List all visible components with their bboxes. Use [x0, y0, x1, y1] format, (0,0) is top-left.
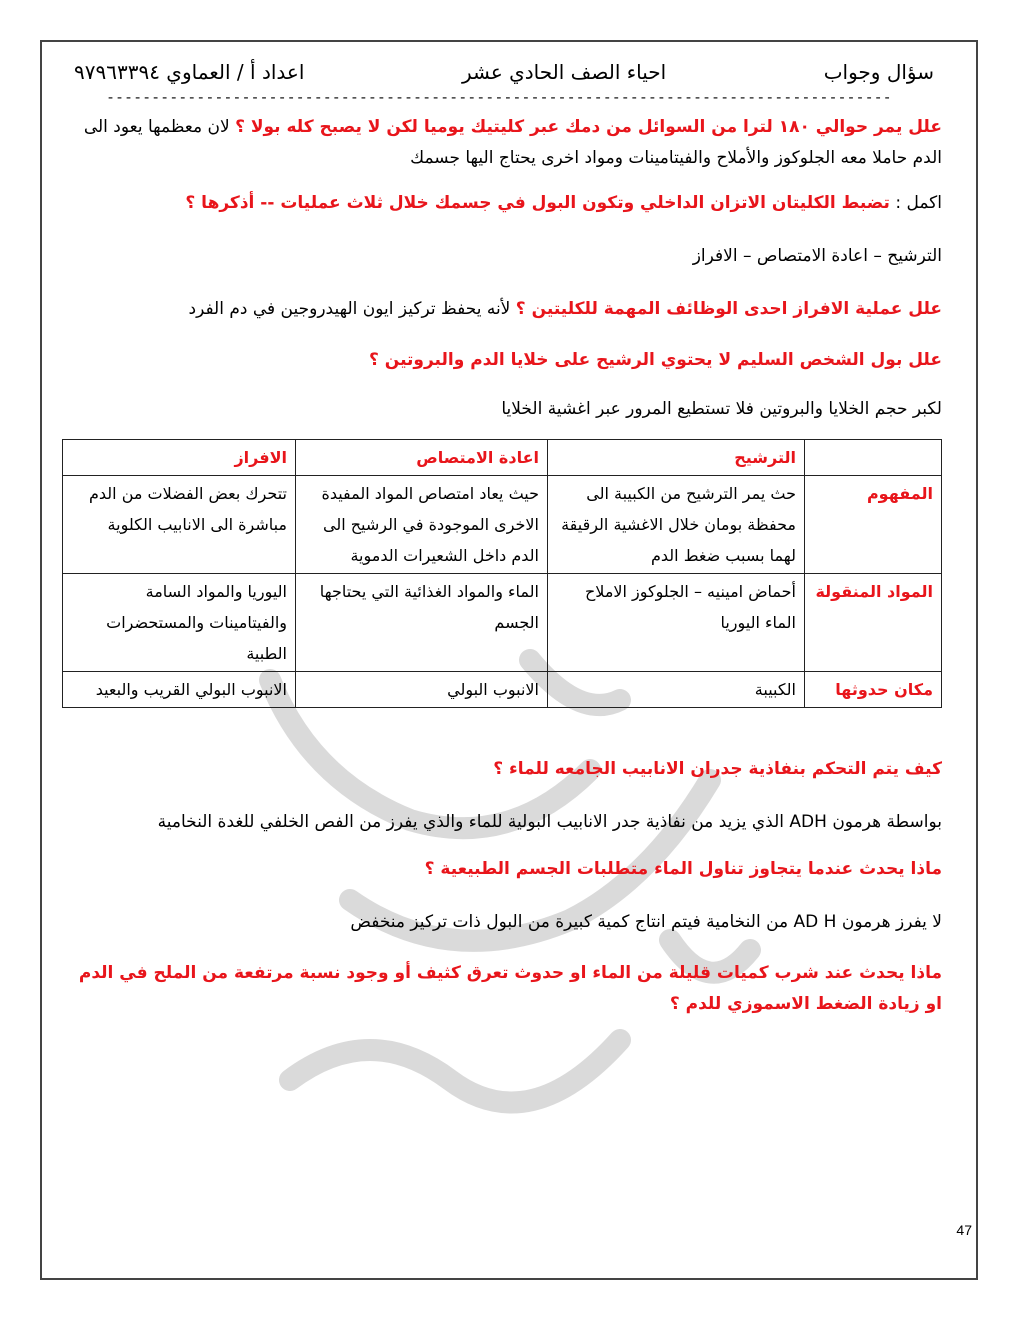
page-header: [62, 60, 942, 84]
table-cell: حث يمر الترشيح من الكبيبة الى محفظة بومان خلال الاغشية الرقيقة لهما بسبب ضغط الدم: [548, 476, 805, 574]
col-header-reabsorption: اعادة الامتصاص: [296, 440, 548, 476]
qa-1: [62, 112, 942, 174]
answer-excess-water: لا يفرز هرمون AD H من النخامية فيتم انتاج كمية كبيرة من البول ذات تركيز منخفض: [350, 912, 942, 932]
table-cell: الانبوب البولي القريب والبعيد: [63, 672, 296, 708]
table-header-row: [63, 440, 942, 476]
qa-3: [62, 294, 942, 325]
table-corner: [805, 440, 942, 476]
row-label: المفهوم: [805, 476, 942, 574]
question-adh: كيف يتم التحكم بنفاذية جدران الانابيب الجامعه للماء ؟: [493, 759, 942, 779]
answer-processes: الترشيح – اعادة الامتصاص – الافراز: [692, 246, 942, 266]
comparison-table: [62, 439, 942, 708]
table-cell: أحماض امينيه – الجلوكوز الاملاح الماء اليوريا: [548, 574, 805, 672]
header-separator: ---------------------------------------------------------------------------------------: [106, 88, 892, 106]
question: علل يمر حوالي ١٨٠ لترا من السوائل من دمك عبر كليتيك يوميا لكن لا يصبح كله بولا ؟: [235, 117, 942, 137]
table-cell: حيث يعاد امتصاص المواد المفيدة الاخرى الموجودة في الرشيح الى الدم داخل الشعيرات الدموية: [296, 476, 548, 574]
question-excess-water: ماذا يحدث عندما يتجاوز تناول الماء متطلبات الجسم الطبيعية ؟: [424, 859, 942, 879]
document-content: [62, 58, 942, 1020]
table-cell: اليوريا والمواد السامة والفيتامينات والمستحضرات الطبية: [63, 574, 296, 672]
table-cell: الكبيبة: [548, 672, 805, 708]
row-label: مكان حدوثها: [805, 672, 942, 708]
answer-adh: بواسطة هرمون ADH الذي يزيد من نفاذية جدر الانابيب البولية للماء والذي يفرز من الفص الخلفي للغدة النخامية: [157, 812, 942, 832]
table-cell: الماء والمواد الغذائية التي يحتاجها الجسم: [296, 574, 548, 672]
header-author: اعداد أ / العماوي ٩٧٩٦٣٣٩٤: [74, 60, 305, 84]
col-header-secretion: الافراز: [63, 440, 296, 476]
row-label: المواد المنقولة: [805, 574, 942, 672]
header-topic: سؤال وجواب: [823, 60, 934, 84]
question-prefix: اكمل :: [889, 193, 942, 213]
question-filtrate: علل بول الشخص السليم لا يحتوي الرشيح على خلايا الدم والبروتين ؟: [369, 350, 942, 370]
table-row: [63, 476, 942, 574]
page-number: 47: [956, 1222, 972, 1238]
question: علل عملية الافراز احدى الوظائف المهمة للكليتين ؟: [515, 299, 942, 319]
col-header-filtration: الترشيح: [548, 440, 805, 476]
answer: لأنه يحفظ تركيز ايون الهيدروجين في دم الفرد: [188, 299, 516, 319]
question-low-water: ماذا يحدث عند شرب كميات قليلة من الماء او حدوث تعرق كثيف أو وجود نسبة مرتفعة من الملح في الدم او زيادة الضغط الاسموزي للدم ؟: [78, 963, 942, 1014]
answer: لان معظمها يعود الى الدم حاملا معه الجلوكوز والأملاح والفيتامينات ومواد اخرى يحتاج اليها جسمك: [83, 117, 942, 168]
table-cell: الانبوب البولي: [296, 672, 548, 708]
table-row: [63, 672, 942, 708]
table-cell: تتحرك بعض الفضلات من الدم مباشرة الى الانابيب الكلوية: [63, 476, 296, 574]
table-row: [63, 574, 942, 672]
question: تضبط الكليتان الاتزان الداخلي وتكون البول في جسمك خلال ثلاث عمليات -- أذكرها ؟: [185, 193, 890, 213]
header-subject: احياء الصف الحادي عشر: [461, 60, 667, 84]
answer-filtrate: لكبر حجم الخلايا والبروتين فلا تستطيع المرور عبر اغشية الخلايا: [501, 399, 942, 419]
qa-2: [62, 188, 942, 219]
